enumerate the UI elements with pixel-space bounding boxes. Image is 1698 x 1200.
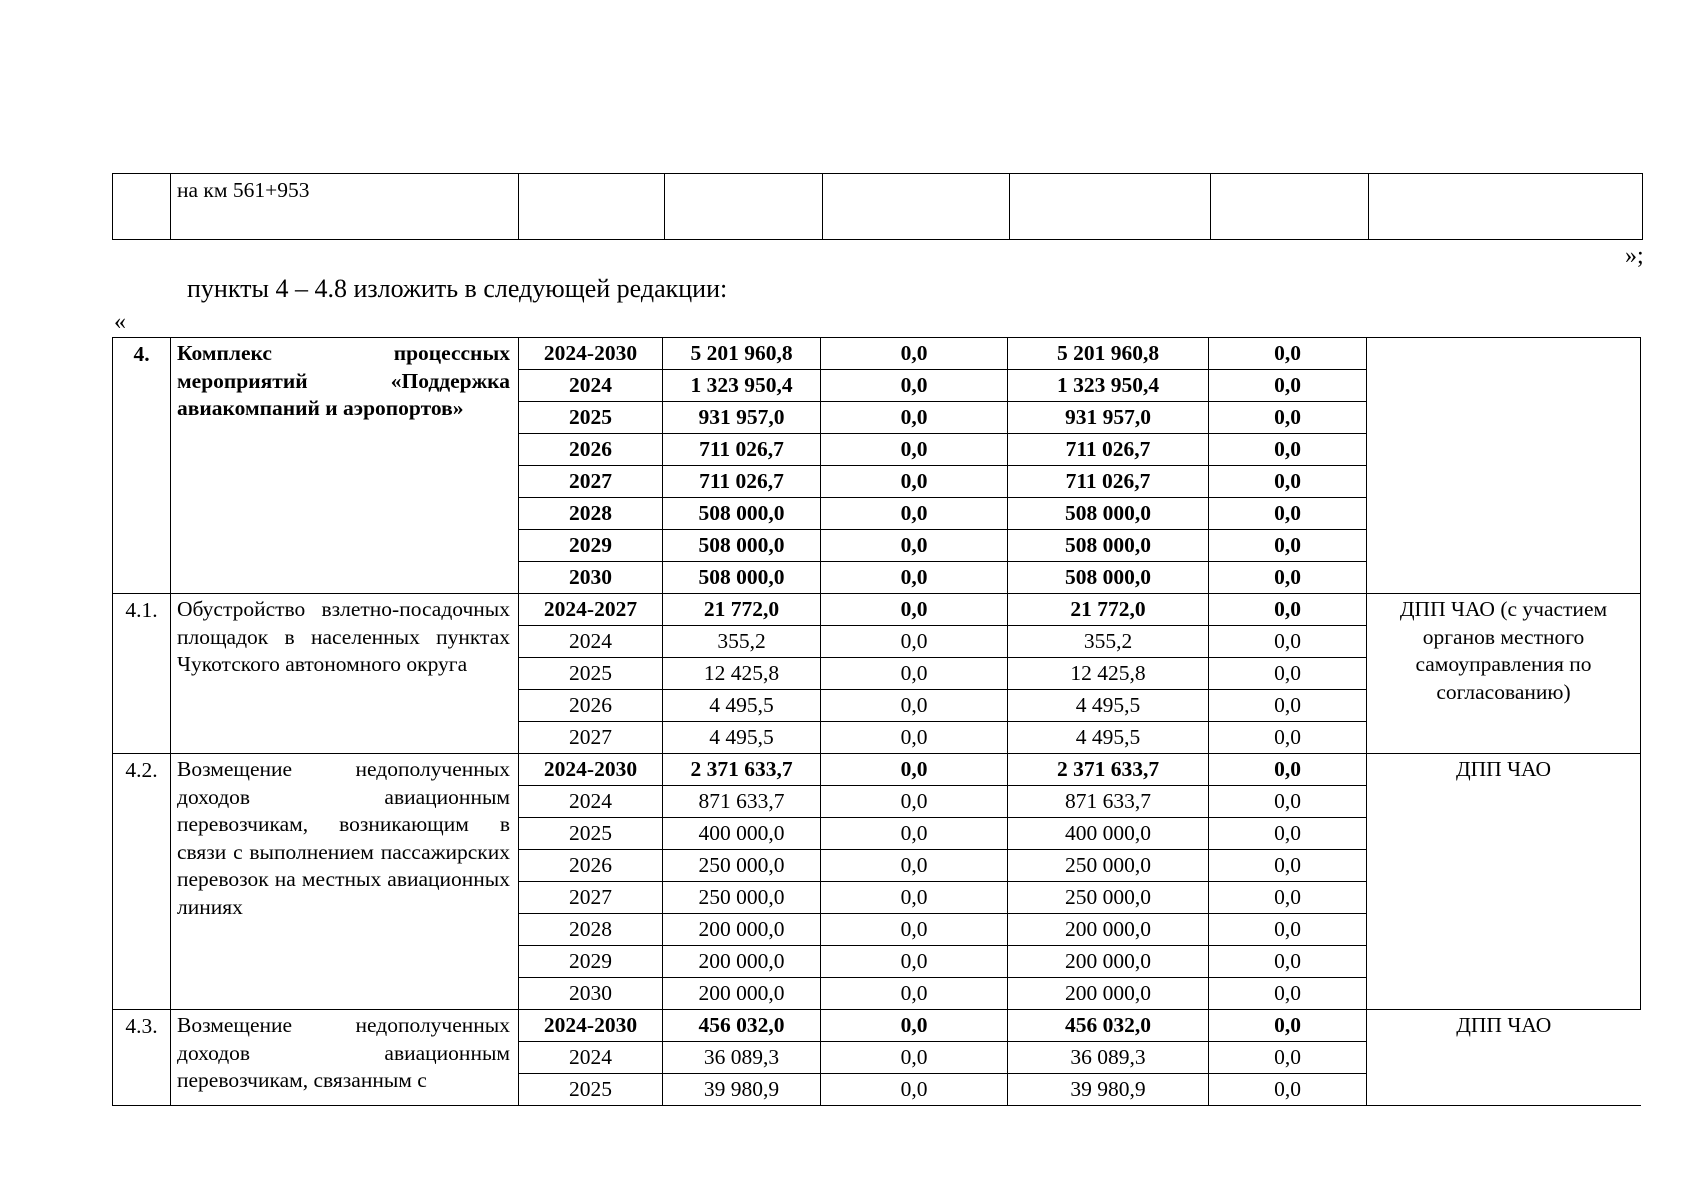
period-cell: 2024-2030 <box>519 1010 663 1042</box>
federal-budget-cell: 0,0 <box>821 594 1008 626</box>
executor-cell: ДПП ЧАО <box>1367 754 1641 1010</box>
period-cell: 2024 <box>519 626 663 658</box>
federal-budget-cell: 0,0 <box>821 466 1008 498</box>
period-cell: 2027 <box>519 466 663 498</box>
regional-budget-cell: 250 000,0 <box>1008 882 1209 914</box>
federal-budget-cell: 0,0 <box>821 562 1008 594</box>
other-sources-cell: 0,0 <box>1209 1010 1367 1042</box>
federal-budget-cell: 0,0 <box>821 882 1008 914</box>
federal-budget-cell: 0,0 <box>821 530 1008 562</box>
previous-table-fragment <box>112 173 1643 240</box>
federal-budget-cell: 0,0 <box>821 754 1008 786</box>
other-sources-cell: 0,0 <box>1209 434 1367 466</box>
other-sources-cell: 0,0 <box>1209 370 1367 402</box>
total-cell: 508 000,0 <box>663 498 821 530</box>
total-cell: 931 957,0 <box>663 402 821 434</box>
regional-budget-cell: 21 772,0 <box>1008 594 1209 626</box>
total-cell: 200 000,0 <box>663 978 821 1010</box>
table-row <box>113 754 1641 786</box>
total-cell: 200 000,0 <box>663 946 821 978</box>
federal-budget-cell: 0,0 <box>821 658 1008 690</box>
other-sources-cell: 0,0 <box>1209 594 1367 626</box>
federal-budget-cell: 0,0 <box>821 1074 1008 1106</box>
total-cell: 508 000,0 <box>663 530 821 562</box>
period-cell: 2024 <box>519 1042 663 1074</box>
regional-budget-cell: 456 032,0 <box>1008 1010 1209 1042</box>
other-sources-cell: 0,0 <box>1209 786 1367 818</box>
total-cell: 400 000,0 <box>663 818 821 850</box>
item-number: 4. <box>113 338 171 594</box>
total-cell: 250 000,0 <box>663 882 821 914</box>
other-sources-cell: 0,0 <box>1209 754 1367 786</box>
total-cell: 711 026,7 <box>663 434 821 466</box>
period-cell: 2025 <box>519 402 663 434</box>
regional-budget-cell: 508 000,0 <box>1008 498 1209 530</box>
federal-budget-cell: 0,0 <box>821 1010 1008 1042</box>
other-sources-cell: 0,0 <box>1209 978 1367 1010</box>
regional-budget-cell: 4 495,5 <box>1008 722 1209 754</box>
other-sources-cell: 0,0 <box>1209 562 1367 594</box>
period-cell: 2025 <box>519 658 663 690</box>
other-sources-cell: 0,0 <box>1209 818 1367 850</box>
period-cell: 2025 <box>519 1074 663 1106</box>
period-cell: 2030 <box>519 562 663 594</box>
federal-budget-cell: 0,0 <box>821 498 1008 530</box>
total-cell: 250 000,0 <box>663 850 821 882</box>
item-name: Комплекс процессных мероприятий «Поддержка авиакомпаний и аэропортов» <box>171 338 519 594</box>
federal-budget-cell: 0,0 <box>821 914 1008 946</box>
row-number-cell <box>113 174 171 240</box>
total-cell: 2 371 633,7 <box>663 754 821 786</box>
other-sources-cell: 0,0 <box>1209 882 1367 914</box>
previous-table-row <box>113 174 1643 240</box>
other-sources-cell: 0,0 <box>1209 402 1367 434</box>
period-cell: 2025 <box>519 818 663 850</box>
other-sources-cell: 0,0 <box>1209 626 1367 658</box>
federal-budget-cell: 0,0 <box>821 978 1008 1010</box>
executor-cell <box>1367 338 1641 594</box>
total-cell: 1 323 950,4 <box>663 370 821 402</box>
federal-budget-cell: 0,0 <box>821 402 1008 434</box>
period-cell: 2028 <box>519 914 663 946</box>
other-sources-cell: 0,0 <box>1209 690 1367 722</box>
period-cell: 2024-2030 <box>519 338 663 370</box>
federal-budget-cell: 0,0 <box>821 434 1008 466</box>
period-cell: 2024-2030 <box>519 754 663 786</box>
regional-budget-cell: 2 371 633,7 <box>1008 754 1209 786</box>
other-sources-cell: 0,0 <box>1209 1074 1367 1106</box>
total-cell: 39 980,9 <box>663 1074 821 1106</box>
executor-cell: ДПП ЧАО (с участием органов местного самоуправления по согласованию) <box>1367 594 1641 754</box>
total-cell: 4 495,5 <box>663 722 821 754</box>
federal-budget-cell: 0,0 <box>821 722 1008 754</box>
total-cell: 871 633,7 <box>663 786 821 818</box>
period-cell: 2024 <box>519 370 663 402</box>
period-cell: 2026 <box>519 690 663 722</box>
regional-budget-cell: 39 980,9 <box>1008 1074 1209 1106</box>
row-name-cell: на км 561+953 <box>171 174 519 240</box>
regional-budget-cell: 871 633,7 <box>1008 786 1209 818</box>
executor-cell: ДПП ЧАО <box>1367 1010 1641 1106</box>
funding-table <box>112 337 1641 1106</box>
regional-budget-cell: 355,2 <box>1008 626 1209 658</box>
total-cell: 12 425,8 <box>663 658 821 690</box>
other-sources-cell: 0,0 <box>1209 722 1367 754</box>
federal-budget-cell: 0,0 <box>821 850 1008 882</box>
regional-budget-cell: 931 957,0 <box>1008 402 1209 434</box>
item-name: Возмещение недополученных доходов авиационным перевозчикам, возникающим в связи с выполнением пассажирских перевозок на местных авиационных линиях <box>171 754 519 1010</box>
item-number: 4.3. <box>113 1010 171 1106</box>
regional-budget-cell: 4 495,5 <box>1008 690 1209 722</box>
regional-budget-cell: 5 201 960,8 <box>1008 338 1209 370</box>
regional-budget-cell: 1 323 950,4 <box>1008 370 1209 402</box>
total-cell: 36 089,3 <box>663 1042 821 1074</box>
federal-budget-cell: 0,0 <box>821 1042 1008 1074</box>
federal-budget-cell: 0,0 <box>821 626 1008 658</box>
other-sources-cell: 0,0 <box>1209 338 1367 370</box>
opening-quote: « <box>114 309 126 335</box>
table-row <box>113 338 1641 370</box>
federal-budget-cell: 0,0 <box>821 786 1008 818</box>
period-cell: 2029 <box>519 946 663 978</box>
period-cell: 2028 <box>519 498 663 530</box>
item-number: 4.1. <box>113 594 171 754</box>
federal-budget-cell: 0,0 <box>821 690 1008 722</box>
other-sources-cell: 0,0 <box>1209 466 1367 498</box>
table-row <box>113 594 1641 626</box>
other-sources-cell: 0,0 <box>1209 530 1367 562</box>
other-sources-cell: 0,0 <box>1209 914 1367 946</box>
total-cell: 711 026,7 <box>663 466 821 498</box>
closing-quote: »; <box>1625 243 1644 269</box>
period-cell: 2026 <box>519 850 663 882</box>
regional-budget-cell: 711 026,7 <box>1008 466 1209 498</box>
regional-budget-cell: 200 000,0 <box>1008 978 1209 1010</box>
regional-budget-cell: 400 000,0 <box>1008 818 1209 850</box>
federal-budget-cell: 0,0 <box>821 818 1008 850</box>
total-cell: 355,2 <box>663 626 821 658</box>
regional-budget-cell: 200 000,0 <box>1008 946 1209 978</box>
regional-budget-cell: 200 000,0 <box>1008 914 1209 946</box>
total-cell: 5 201 960,8 <box>663 338 821 370</box>
regional-budget-cell: 36 089,3 <box>1008 1042 1209 1074</box>
total-cell: 21 772,0 <box>663 594 821 626</box>
period-cell: 2029 <box>519 530 663 562</box>
period-cell: 2024-2027 <box>519 594 663 626</box>
total-cell: 456 032,0 <box>663 1010 821 1042</box>
period-cell: 2026 <box>519 434 663 466</box>
item-name: Обустройство взлетно-посадочных площадок в населенных пунктах Чукотского автономного округа <box>171 594 519 754</box>
regional-budget-cell: 508 000,0 <box>1008 530 1209 562</box>
total-cell: 4 495,5 <box>663 690 821 722</box>
regional-budget-cell: 12 425,8 <box>1008 658 1209 690</box>
item-name: Возмещение недополученных доходов авиационным перевозчикам, связанным с <box>171 1010 519 1106</box>
period-cell: 2030 <box>519 978 663 1010</box>
period-cell: 2027 <box>519 882 663 914</box>
period-cell: 2024 <box>519 786 663 818</box>
instruction-text: пункты 4 – 4.8 изложить в следующей редакции: <box>187 274 728 303</box>
regional-budget-cell: 711 026,7 <box>1008 434 1209 466</box>
other-sources-cell: 0,0 <box>1209 658 1367 690</box>
federal-budget-cell: 0,0 <box>821 338 1008 370</box>
total-cell: 200 000,0 <box>663 914 821 946</box>
other-sources-cell: 0,0 <box>1209 498 1367 530</box>
period-cell: 2027 <box>519 722 663 754</box>
other-sources-cell: 0,0 <box>1209 1042 1367 1074</box>
other-sources-cell: 0,0 <box>1209 946 1367 978</box>
item-number: 4.2. <box>113 754 171 1010</box>
table-row <box>113 1010 1641 1042</box>
regional-budget-cell: 250 000,0 <box>1008 850 1209 882</box>
other-sources-cell: 0,0 <box>1209 850 1367 882</box>
federal-budget-cell: 0,0 <box>821 370 1008 402</box>
federal-budget-cell: 0,0 <box>821 946 1008 978</box>
regional-budget-cell: 508 000,0 <box>1008 562 1209 594</box>
total-cell: 508 000,0 <box>663 562 821 594</box>
